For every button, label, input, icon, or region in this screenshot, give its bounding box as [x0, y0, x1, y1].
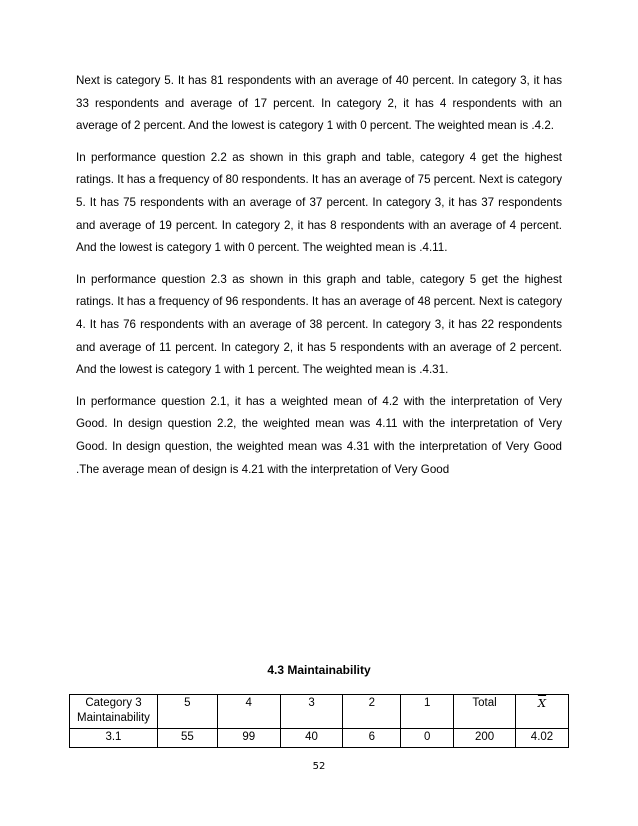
table-title: 4.3 Maintainability	[267, 663, 371, 677]
table-cell: 3.1	[70, 729, 158, 748]
x-bar-symbol: $\overline{X}$	[537, 696, 547, 710]
table-row	[70, 729, 569, 748]
header-cell: 3	[280, 695, 343, 729]
page-number: 52	[312, 761, 326, 772]
table-header-row	[70, 695, 569, 729]
mean-header-cell	[516, 695, 569, 729]
header-cell: 2	[343, 695, 401, 729]
table-cell: 99	[217, 729, 280, 748]
paragraph-4: In performance question 2.1, it has a weighted mean of 4.2 with the interpretation of Very Good. In design question 2.2, the weighted mean was 4.11 with the interpretation of Very Good. In design question, the weighted mean was 4.31 with the interpretation of Very Good .The average mean of design is 4.21 with the interpretation of Very Good	[76, 394, 562, 476]
maintainability-table	[69, 694, 569, 748]
table-cell: 200	[454, 729, 516, 748]
header-cell: Category 3 Maintainability	[70, 695, 158, 729]
paragraph-3: In performance question 2.3 as shown in this graph and table, category 5 get the highest ratings. It has a frequency of 96 respondents. It has an average of 48 percent. Next is category 4. It has 76 respondents with an average of 38 percent. In category 3, it has 22 respondents and average of 11 percent. In category 2, it has 5 respondents with an average of 2 percent. And the lowest is category 1 with 1 percent. The weighted mean is .4.31.	[76, 272, 562, 377]
body-text	[76, 70, 562, 490]
header-cell: 5	[157, 695, 217, 729]
table-cell: 6	[343, 729, 401, 748]
table-cell: 55	[157, 729, 217, 748]
table-cell: 0	[401, 729, 454, 748]
header-cell: 1	[401, 695, 454, 729]
header-cell: 4	[217, 695, 280, 729]
paragraph-1: Next is category 5. It has 81 respondents with an average of 40 percent. In category 3, it has 33 respondents and average of 17 percent. In category 2, it has 4 respondents with an average of 2 percent. And the lowest is category 1 with 0 percent. The weighted mean is .4.2.	[76, 74, 562, 133]
table-cell: 40	[280, 729, 343, 748]
table-cell: 4.02	[516, 729, 569, 748]
header-cell: Total	[454, 695, 516, 729]
paragraph-2: In performance question 2.2 as shown in this graph and table, category 4 get the highest ratings. It has a frequency of 80 respondents. It has an average of 75 percent. Next is category 5. It has 75 respondents with an average of 37 percent. In category 3, it has 37 respondents and average of 19 percent. In category 2, it has 8 respondents with an average of 4 percent. And the lowest is category 1 with 0 percent. The weighted mean is .4.11.	[76, 150, 562, 255]
